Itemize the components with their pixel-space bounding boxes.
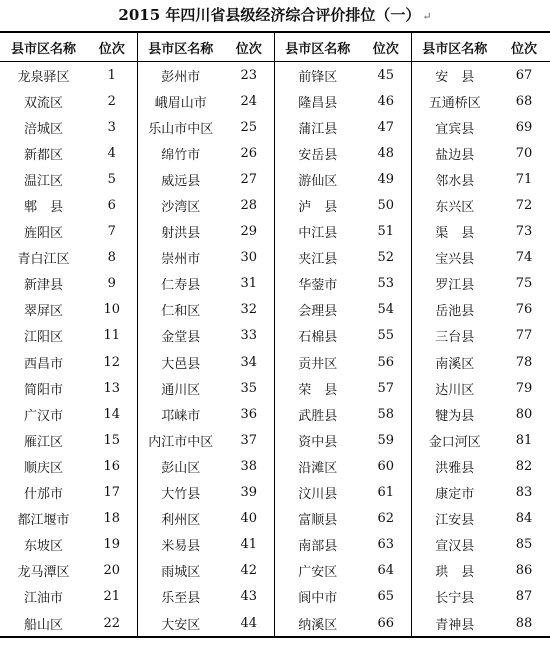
rank-cell: 19 <box>103 537 121 553</box>
rank-cell: 45 <box>377 67 395 83</box>
county-name-cell: 都江堰市 <box>17 513 70 529</box>
county-name-cell: 江阳区 <box>23 330 63 346</box>
county-name-cell: 隆昌县 <box>274 88 361 114</box>
table-row <box>0 192 550 218</box>
county-name-cell: 宣汉县 <box>411 532 498 558</box>
header-rank-2: 位次 <box>235 41 262 57</box>
rank-cell: 1 <box>107 67 116 83</box>
rank-cell: 53 <box>377 276 395 292</box>
table-row <box>0 62 550 89</box>
rank-cell: 12 <box>103 354 121 370</box>
county-name-cell: 会理县 <box>274 297 361 323</box>
county-name-cell: 富顺县 <box>274 506 361 532</box>
county-name-cell: 长宁县 <box>411 584 498 610</box>
county-name-cell: 彭州市 <box>137 62 224 89</box>
county-name-cell: 沿滩区 <box>274 453 361 479</box>
rank-cell: 87 <box>515 589 533 605</box>
rank-cell: 22 <box>103 615 121 631</box>
county-name-cell: 荣 县 <box>274 375 361 401</box>
table-row <box>0 401 550 427</box>
rank-cell: 65 <box>377 589 395 605</box>
table-row <box>0 427 550 453</box>
county-name-cell: 五通桥区 <box>411 88 498 114</box>
rank-cell: 31 <box>240 276 258 292</box>
county-name-cell: 岳池县 <box>411 297 498 323</box>
rank-cell: 79 <box>515 380 533 396</box>
rank-cell: 9 <box>107 276 116 292</box>
table-row <box>0 532 550 558</box>
county-name-cell: 翠屏区 <box>23 304 63 320</box>
county-name-cell: 崇州市 <box>137 245 224 271</box>
county-name-cell: 洪雅县 <box>411 453 498 479</box>
rank-cell: 10 <box>103 302 121 318</box>
county-name-cell: 大竹县 <box>137 480 224 506</box>
county-name-cell: 广安区 <box>274 558 361 584</box>
header-rank-1: 位次 <box>98 41 125 57</box>
rank-cell: 21 <box>103 589 121 605</box>
header-name-1: 县市区名称 <box>10 41 76 57</box>
title-text: 2015 年四川省县级经济综合评价排位（一） <box>118 6 421 24</box>
table-row <box>0 558 550 584</box>
rank-cell: 62 <box>377 511 395 527</box>
rank-cell: 17 <box>103 485 121 501</box>
county-name-cell: 金堂县 <box>137 323 224 349</box>
county-name-cell: 龙泉驿区 <box>17 69 70 85</box>
table-row <box>0 610 550 637</box>
county-name-cell: 东兴区 <box>411 192 498 218</box>
county-name-cell: 江安县 <box>411 506 498 532</box>
table-row <box>0 453 550 479</box>
county-name-cell: 安岳县 <box>274 140 361 166</box>
table-row <box>0 584 550 610</box>
county-name-cell: 罗江县 <box>411 271 498 297</box>
county-name-cell: 东坡区 <box>23 539 63 555</box>
county-name-cell: 游仙区 <box>274 166 361 192</box>
rank-cell: 64 <box>377 563 395 579</box>
rank-cell: 28 <box>240 198 258 214</box>
table-row <box>0 375 550 401</box>
table-row <box>0 140 550 166</box>
county-name-cell: 青白江区 <box>17 252 70 268</box>
rank-cell: 47 <box>377 119 395 135</box>
rank-cell: 68 <box>515 93 533 109</box>
rank-cell: 41 <box>240 537 258 553</box>
rank-cell: 46 <box>377 93 395 109</box>
rank-cell: 81 <box>515 432 533 448</box>
rank-cell: 8 <box>107 250 116 266</box>
rank-cell: 34 <box>240 354 258 370</box>
table-title <box>0 0 550 30</box>
rank-cell: 80 <box>515 406 533 422</box>
rank-cell: 52 <box>377 250 395 266</box>
rank-cell: 36 <box>240 406 258 422</box>
rank-cell: 69 <box>515 119 533 135</box>
rank-cell: 72 <box>515 198 533 214</box>
table-row <box>0 349 550 375</box>
table-row <box>0 245 550 271</box>
table-row <box>0 480 550 506</box>
county-name-cell: 南溪区 <box>411 349 498 375</box>
county-name-cell: 西昌市 <box>23 356 63 372</box>
county-name-cell: 郫 县 <box>23 200 63 216</box>
county-name-cell: 邻水县 <box>411 166 498 192</box>
table-row <box>0 219 550 245</box>
county-name-cell: 顺庆区 <box>23 460 63 476</box>
county-name-cell: 旌阳区 <box>23 226 63 242</box>
county-name-cell: 简阳市 <box>23 382 63 398</box>
rank-cell: 63 <box>377 537 395 553</box>
rank-cell: 73 <box>515 224 533 240</box>
county-name-cell: 资中县 <box>274 427 361 453</box>
rank-cell: 3 <box>107 119 116 135</box>
header-rank-4: 位次 <box>510 41 537 57</box>
rank-cell: 25 <box>240 119 258 135</box>
rank-cell: 82 <box>515 458 533 474</box>
county-name-cell: 江油市 <box>23 591 63 607</box>
ranking-table <box>0 31 550 638</box>
table-row <box>0 114 550 140</box>
county-name-cell: 石棉县 <box>274 323 361 349</box>
county-name-cell: 广汉市 <box>23 408 63 424</box>
county-name-cell: 中江县 <box>274 219 361 245</box>
county-name-cell: 威远县 <box>137 166 224 192</box>
table-row <box>0 88 550 114</box>
county-name-cell: 邛崃市 <box>137 401 224 427</box>
rank-cell: 56 <box>377 354 395 370</box>
rank-cell: 59 <box>377 432 395 448</box>
rank-cell: 39 <box>240 485 258 501</box>
county-name-cell: 大安区 <box>137 610 224 637</box>
header-name-2: 县市区名称 <box>137 32 224 62</box>
header-rank-3: 位次 <box>372 41 399 57</box>
rank-cell: 74 <box>515 250 533 266</box>
table-row <box>0 506 550 532</box>
header-name-4: 县市区名称 <box>411 32 498 62</box>
table-row <box>0 166 550 192</box>
county-name-cell: 纳溪区 <box>274 610 361 637</box>
rank-cell: 4 <box>107 145 116 161</box>
rank-cell: 27 <box>240 171 258 187</box>
county-name-cell: 达川区 <box>411 375 498 401</box>
rank-cell: 37 <box>240 432 258 448</box>
county-name-cell: 汶川县 <box>274 480 361 506</box>
county-name-cell: 新都区 <box>23 147 63 163</box>
rank-cell: 43 <box>240 589 258 605</box>
rank-cell: 86 <box>515 563 533 579</box>
county-name-cell: 宜宾县 <box>411 114 498 140</box>
rank-cell: 40 <box>240 511 258 527</box>
rank-cell: 30 <box>240 250 258 266</box>
rank-cell: 38 <box>240 458 258 474</box>
rank-cell: 88 <box>515 615 533 631</box>
county-name-cell: 绵竹市 <box>137 140 224 166</box>
rank-cell: 35 <box>240 380 258 396</box>
county-name-cell: 南部县 <box>274 532 361 558</box>
county-name-cell: 沙湾区 <box>137 192 224 218</box>
rank-cell: 23 <box>240 67 258 83</box>
rank-cell: 71 <box>515 171 533 187</box>
header-name-3: 县市区名称 <box>274 32 361 62</box>
rank-cell: 20 <box>103 563 121 579</box>
county-name-cell: 仁和区 <box>137 297 224 323</box>
rank-cell: 15 <box>103 432 121 448</box>
county-name-cell: 乐山市中区 <box>137 114 224 140</box>
rank-cell: 66 <box>377 615 395 631</box>
county-name-cell: 涪城区 <box>23 121 63 137</box>
county-name-cell: 泸 县 <box>274 192 361 218</box>
rank-cell: 18 <box>103 511 121 527</box>
county-name-cell: 船山区 <box>23 617 63 633</box>
county-name-cell: 阆中市 <box>274 584 361 610</box>
county-name-cell: 前锋区 <box>274 62 361 89</box>
rank-cell: 2 <box>107 93 116 109</box>
header-row <box>0 32 550 62</box>
rank-cell: 57 <box>377 380 395 396</box>
rank-cell: 75 <box>515 276 533 292</box>
rank-cell: 26 <box>240 145 258 161</box>
rank-cell: 84 <box>515 511 533 527</box>
county-name-cell: 利州区 <box>137 506 224 532</box>
table-row <box>0 271 550 297</box>
county-name-cell: 华蓥市 <box>274 271 361 297</box>
rank-cell: 54 <box>377 302 395 318</box>
rank-cell: 6 <box>107 198 116 214</box>
county-name-cell: 什邡市 <box>23 487 63 503</box>
county-name-cell: 仁寿县 <box>137 271 224 297</box>
county-name-cell: 射洪县 <box>137 219 224 245</box>
rank-cell: 29 <box>240 224 258 240</box>
county-name-cell: 通川区 <box>137 375 224 401</box>
county-name-cell: 峨眉山市 <box>137 88 224 114</box>
county-name-cell: 武胜县 <box>274 401 361 427</box>
rank-cell: 7 <box>107 224 116 240</box>
rank-cell: 76 <box>515 302 533 318</box>
paragraph-mark-icon: ↵ <box>422 10 432 23</box>
rank-cell: 16 <box>103 458 121 474</box>
rank-cell: 51 <box>377 224 395 240</box>
rank-cell: 33 <box>240 328 258 344</box>
table-body <box>0 62 550 638</box>
county-name-cell: 雁江区 <box>23 434 63 450</box>
county-name-cell: 金口河区 <box>411 427 498 453</box>
rank-cell: 85 <box>515 537 533 553</box>
rank-cell: 83 <box>515 485 533 501</box>
county-name-cell: 温江区 <box>23 173 63 189</box>
rank-cell: 61 <box>377 485 395 501</box>
county-name-cell: 贡井区 <box>274 349 361 375</box>
county-name-cell: 珙 县 <box>411 558 498 584</box>
rank-cell: 58 <box>377 406 395 422</box>
rank-cell: 5 <box>107 171 116 187</box>
rank-cell: 50 <box>377 198 395 214</box>
county-name-cell: 雨城区 <box>137 558 224 584</box>
rank-cell: 77 <box>515 328 533 344</box>
county-name-cell: 盐边县 <box>411 140 498 166</box>
county-name-cell: 青神县 <box>411 610 498 637</box>
county-name-cell: 犍为县 <box>411 401 498 427</box>
county-name-cell: 新津县 <box>23 278 63 294</box>
county-name-cell: 乐至县 <box>137 584 224 610</box>
rank-cell: 48 <box>377 145 395 161</box>
rank-cell: 55 <box>377 328 395 344</box>
county-name-cell: 夹江县 <box>274 245 361 271</box>
rank-cell: 11 <box>103 328 121 344</box>
table-row <box>0 297 550 323</box>
county-name-cell: 大邑县 <box>137 349 224 375</box>
rank-cell: 67 <box>515 67 533 83</box>
rank-cell: 78 <box>515 354 533 370</box>
rank-cell: 44 <box>240 615 258 631</box>
rank-cell: 32 <box>240 302 258 318</box>
county-name-cell: 蒲江县 <box>274 114 361 140</box>
county-name-cell: 龙马潭区 <box>17 565 70 581</box>
county-name-cell: 康定市 <box>411 480 498 506</box>
rank-cell: 60 <box>377 458 395 474</box>
rank-cell: 24 <box>240 93 258 109</box>
table-row <box>0 323 550 349</box>
rank-cell: 42 <box>240 563 258 579</box>
county-name-cell: 双流区 <box>23 95 63 111</box>
county-name-cell: 三台县 <box>411 323 498 349</box>
county-name-cell: 米易县 <box>137 532 224 558</box>
county-name-cell: 安 县 <box>411 62 498 89</box>
rank-cell: 14 <box>103 406 121 422</box>
county-name-cell: 彭山区 <box>137 453 224 479</box>
rank-cell: 70 <box>515 145 533 161</box>
county-name-cell: 内江市中区 <box>137 427 224 453</box>
county-name-cell: 宝兴县 <box>411 245 498 271</box>
rank-cell: 13 <box>103 380 121 396</box>
county-name-cell: 渠 县 <box>411 219 498 245</box>
rank-cell: 49 <box>377 171 395 187</box>
